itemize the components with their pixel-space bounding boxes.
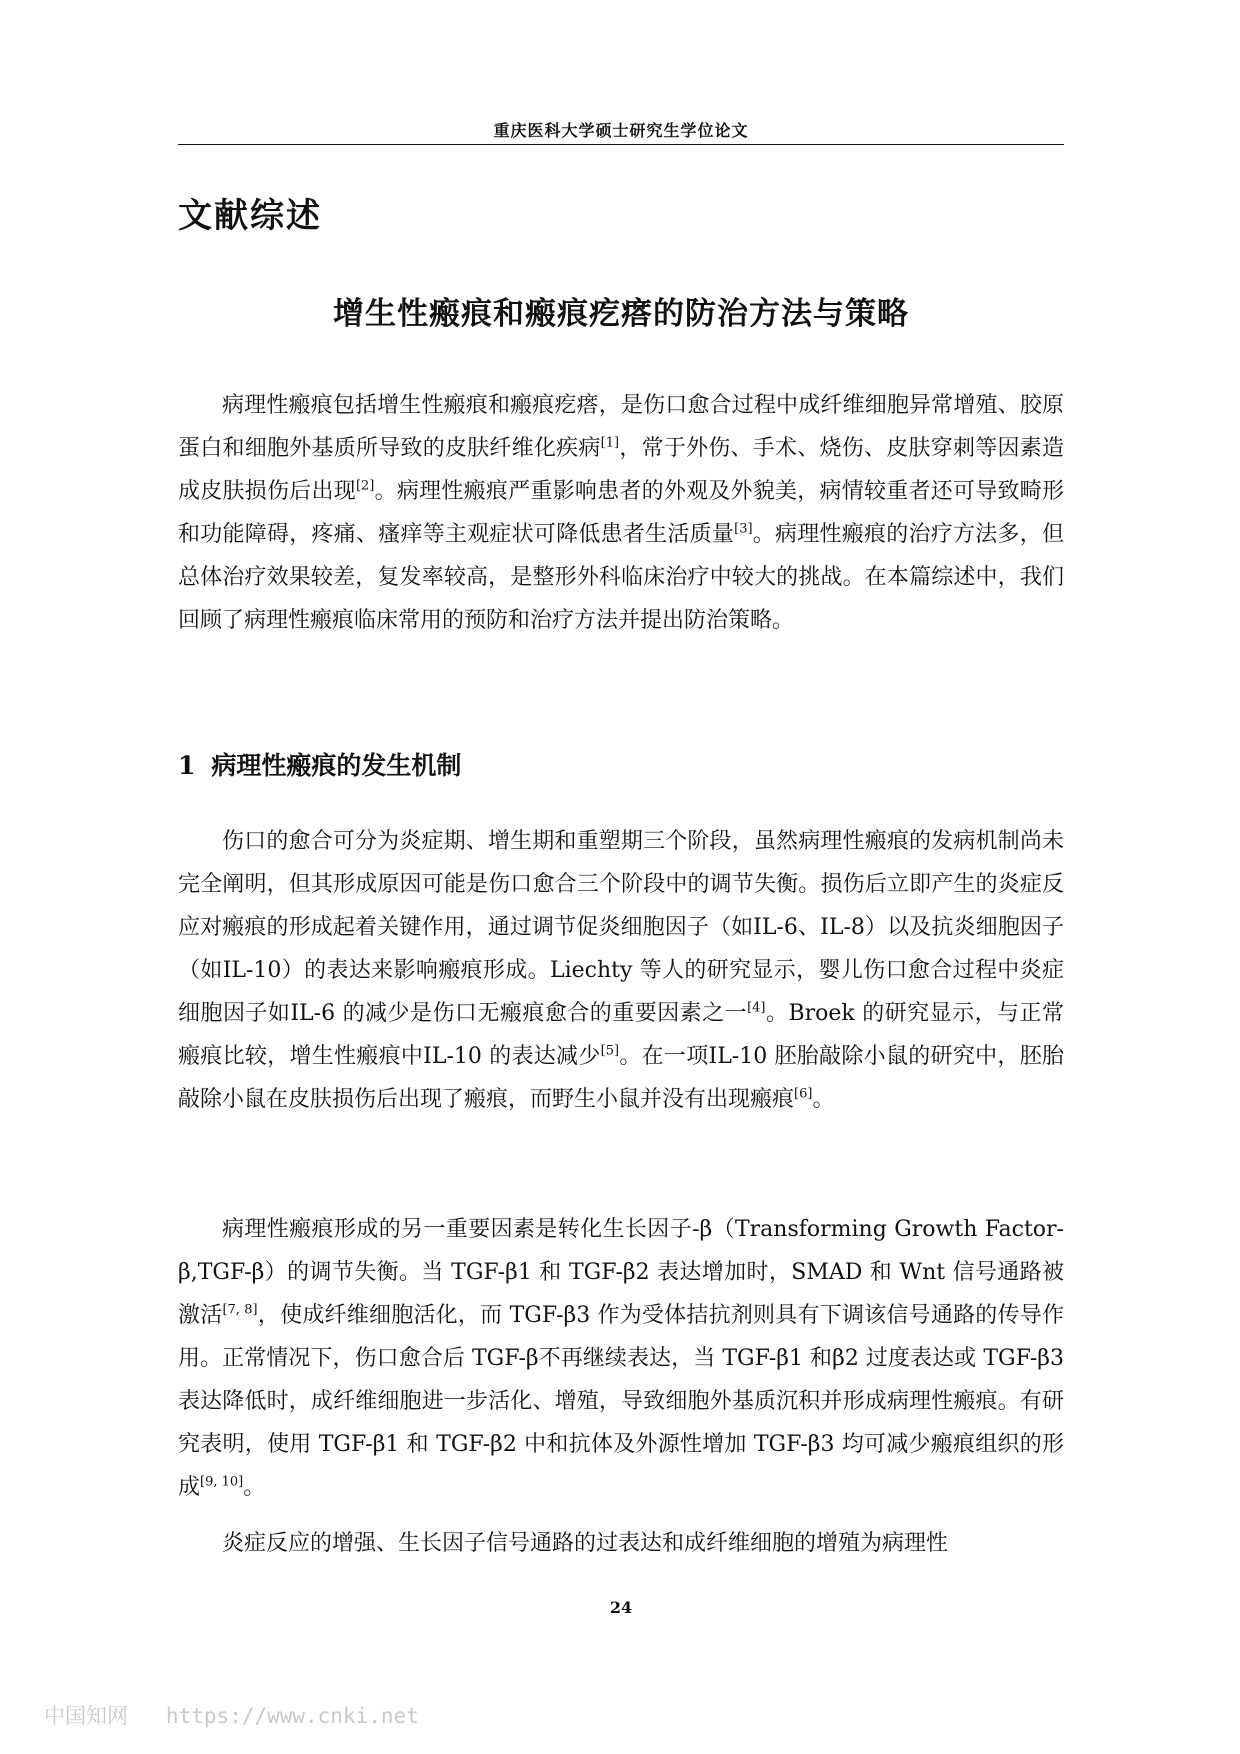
intro-text-4: 。病理性瘢痕的治疗方法多，但总体治疗效果较差，复发率较高，是整形外科临床治疗中较大的挑战。在本篇综述中，我们回顾了病理性瘢痕临床常用的预防和治疗方法并提出防治策略。 — [178, 522, 1064, 633]
citation-5[interactable]: [5] — [600, 1043, 620, 1059]
s1p2-text-c: 。 — [243, 1475, 266, 1500]
cnki-watermark: 中国知网 https://www.cnki.net — [44, 1704, 419, 1728]
s1p2-text-b: ，使成纤维细胞活化，而 TGF-β3 作为受体拮抗剂则具有下调该信号通路的传导作用。正常情况下，伤口愈合后 TGF-β不再继续表达，当 TGF-β1 和β2 过度表达或 TGF-β3 表达降低时，成纤维细胞进一步活化、增殖，导致细胞外基质沉积并形成病理性瘢痕。有研究表明，使用 TGF-β1 和 TGF-β2 中和抗体及外源性增加 TGF-β3 均可减少瘢痕组织的形成 — [178, 1303, 1064, 1500]
section1-paragraph-3: 炎症反应的增强、生长因子信号通路的过表达和成纤维细胞的增殖为病理性 — [222, 1531, 949, 1556]
section1-paragraph-2 — [178, 1208, 1064, 1509]
citation-3[interactable]: [3] — [734, 521, 753, 537]
s1p1-text-d: 。 — [812, 1087, 835, 1112]
intro-text-3: 。病理性瘢痕严重影响患者的外观及外貌美，病情较重者还可导致畸形和功能障碍，疼痛、瘙痒等主观症状可降低患者生活质量 — [178, 479, 1064, 547]
section-number: 1 — [178, 751, 196, 780]
s1p2-text-a: 病理性瘢痕形成的另一重要因素是转化生长因子-β（Transforming Growth Factor-β,TGF-β）的调节失衡。当 TGF-β1 和 TGF-β2 表达增加时，SMAD 和 Wnt 信号通路被激活 — [178, 1217, 1064, 1328]
intro-text-1: 病理性瘢痕包括增生性瘢痕和瘢痕疙瘩，是伤口愈合过程中成纤维细胞异常增殖、胶原蛋白和细胞外基质所导致的皮肤纤维化疾病 — [178, 393, 1064, 461]
citation-9-10[interactable]: [9, 10] — [200, 1474, 244, 1490]
section-heading-1 — [178, 746, 461, 782]
page-number: 24 — [609, 1598, 633, 1617]
citation-6[interactable]: [6] — [794, 1086, 813, 1102]
s1p1-text-c: 。在一项IL-10 胚胎敲除小鼠的研究中，胚胎敲除小鼠在皮肤损伤后出现了瘢痕，而野生小鼠并没有出现瘢痕 — [178, 1044, 1064, 1112]
intro-paragraph — [178, 384, 1064, 642]
chapter-title: 文献综述 — [178, 196, 322, 236]
s1p1-text-a: 伤口的愈合可分为炎症期、增生期和重塑期三个阶段，虽然病理性瘢痕的发病机制尚未完全阐明，但其形成原因可能是伤口愈合三个阶段中的调节失衡。损伤后立即产生的炎症反应对瘢痕的形成起着关键作用，通过调节促炎细胞因子（如IL-6、IL-8）以及抗炎细胞因子（如IL-10）的表达来影响瘢痕形成。Liechty 等人的研究显示，婴儿伤口愈合过程中炎症细胞因子如IL-6 的减少是伤口无瘢痕愈合的重要因素之一 — [178, 829, 1064, 1026]
s1p1-text-b: 。Broek 的研究显示，与正常瘢痕比较，增生性瘢痕中IL-10 的表达减少 — [178, 1001, 1064, 1069]
citation-4[interactable]: [4] — [747, 1000, 766, 1016]
citation-1[interactable]: [1] — [600, 435, 620, 451]
citation-2[interactable]: [2] — [355, 478, 375, 494]
paper-title: 增生性瘢痕和瘢痕疙瘩的防治方法与策略 — [333, 296, 909, 332]
citation-7-8[interactable]: [7, 8] — [222, 1302, 258, 1318]
section-title: 病理性瘢痕的发生机制 — [211, 751, 462, 780]
intro-text-2: ，常于外伤、手术、烧伤、皮肤穿刺等因素造成皮肤损伤后出现 — [178, 436, 1064, 504]
running-head: 重庆医科大学硕士研究生学位论文 — [493, 121, 749, 140]
header-rule — [178, 144, 1064, 145]
section1-paragraph-1 — [178, 820, 1064, 1121]
